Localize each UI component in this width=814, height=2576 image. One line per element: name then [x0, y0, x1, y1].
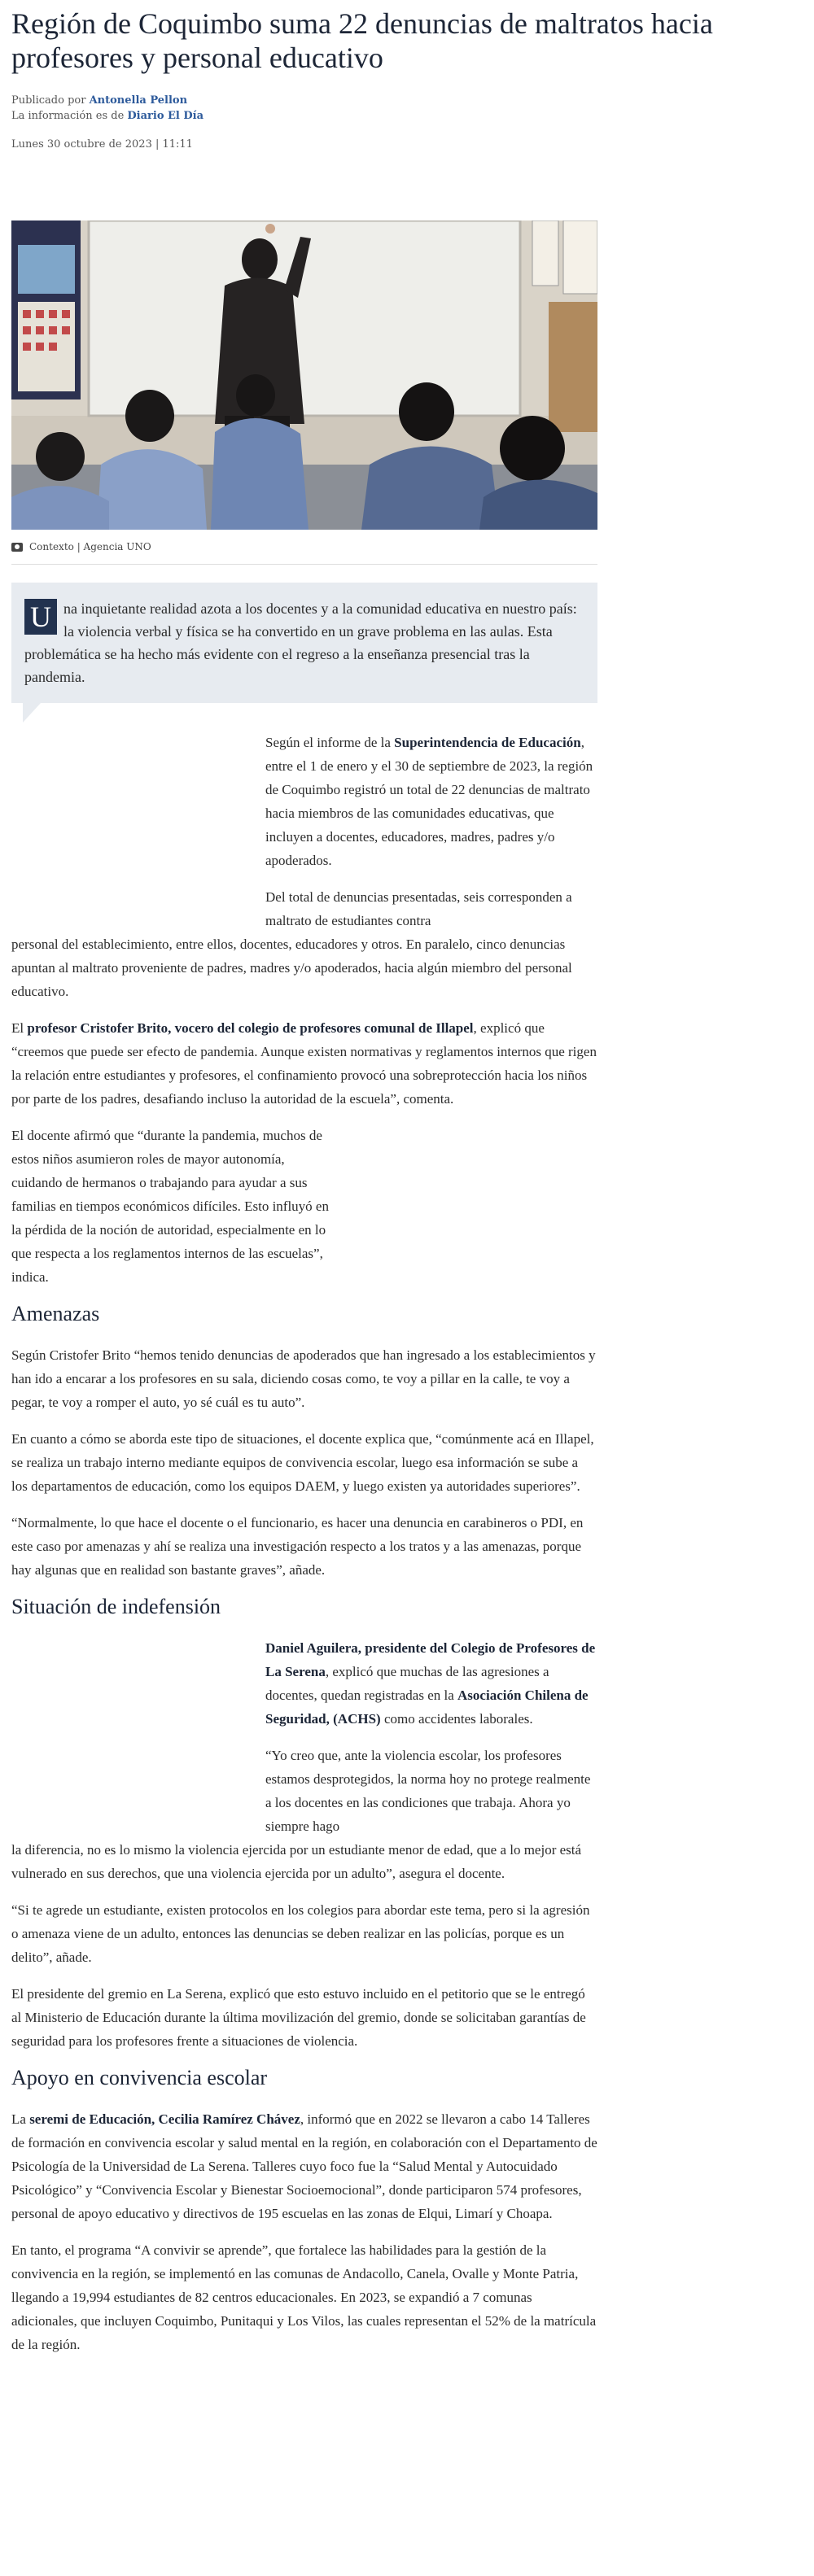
byline — [11, 93, 803, 124]
text-run: “Yo creo que, ante la violencia escolar, los profesores estamos desprotegidos, la norma hoy no protege realmente a los docentes en las condiciones que trabaja. Ahora yo siempre hago — [265, 1748, 591, 1834]
text-run: Del total de denuncias presentadas, seis corresponden a maltrato de estudiantes contra — [265, 889, 572, 928]
text-run: como accidentes laborales. — [380, 1711, 533, 1727]
classroom-illustration — [11, 220, 597, 530]
paragraph: “Normalmente, lo que hace el docente o el funcionario, es hacer una denuncia en carabineros o PDI, en este caso por amenazas y ahí se realiza una investigación respecto a los tratos y a las amenazas, porque hay algunas que en realidad son bastante graves”, añade. — [11, 1515, 584, 1578]
section-heading: Apoyo en convivencia escolar — [11, 2066, 268, 2089]
text-run: , explicó que muchas de las agresiones a docentes, quedan registradas en la — [265, 1664, 549, 1703]
paragraph: En tanto, el programa “A convivir se aprende”, que fortalece las habilidades para la gestión de la convivencia en la región, se implementó en las comunas de Andacollo, Canela, Ovalle y Monte Patria, llegando a 19,994 estudiantes de 82 centros educacionales. En 2023, se expandió a 7 comunas adicionales, que incluyen Coquimbo, Punitaqui y Los Vilos, las cuales representan el 52% de la matrícula de la región. — [11, 2242, 597, 2352]
text-run: la diferencia, no es lo mismo la violencia ejercida por un estudiante menor de edad, que a lo mejor está vulnerado en sus derechos, que una violencia ejercida por un adulto”, asegura el docente. — [11, 1842, 582, 1881]
section-heading: Situación de indefensión — [11, 1595, 221, 1618]
article-body — [11, 731, 597, 2356]
text-run: , explicó que “creemos que puede ser efecto de pandemia. Aunque existen normativas y reglamentos internos que rigen la relación entre estudiantes y profesores, el confinamiento provocó una sobreprotección hacia los niños por parte de los padres, desafiando incluso la autoridad de la escuela”, comenta. — [11, 1020, 597, 1107]
text-run: , entre el 1 de enero y el 30 de septiembre de 2023, la región de Coquimbo registró un total de 22 denuncias de maltrato hacia miembros de las comunidades educativas, que incluyen a docentes, educadores, madres, padres y/o apoderados. — [265, 735, 593, 868]
paragraph: “Si te agrede un estudiante, existen protocolos en los colegios para abordar este tema, pero si la agresión o amenaza viene de un adulto, entonces las denuncias se deben realizar en las policías, porque es un delito”, añade. — [11, 1902, 590, 1965]
paragraph — [11, 1744, 597, 1885]
paragraph — [11, 2107, 597, 2225]
source-line — [11, 108, 803, 124]
text-bold: Daniel Aguilera, presidente del Colegio de Profesores de La Serena — [265, 1640, 596, 1679]
paragraph — [11, 731, 597, 872]
publish-date: Lunes 30 octubre de 2023 | 11:11 — [11, 138, 193, 151]
source-link[interactable]: Diario El Día — [127, 110, 204, 122]
paragraph: En cuanto a cómo se aborda este tipo de situaciones, el docente explica que, “comúnmente acá en Illapel, se realiza un trabajo interno mediante equipos de convivencia escolar, luego esa información se sube a los departamentos de educación, como los equipos DAEM, y luego existen ya autoridades superiores”. — [11, 1431, 594, 1494]
text-run: personal del establecimiento, entre ellos, docentes, educadores y otros. En paralelo, cinco denuncias apuntan al maltrato proveniente de padres, madres y/o apoderados, hacia algún miembro del personal educativo. — [11, 937, 572, 999]
author-line — [11, 93, 803, 108]
paragraph: Según Cristofer Brito “hemos tenido denuncias de apoderados que han ingresado a los establecimientos y han ido a encarar a los profesores en su sala, diciendo cosas como, te voy a pillar en la calle, te voy a pegar, te voy a romper el auto, yo sé cuál es tu auto”. — [11, 1347, 596, 1410]
text-bold: Superintendencia de Educación — [394, 735, 581, 750]
paragraph: El presidente del gremio en La Serena, explicó que esto estuvo incluido en el petitorio que se le entregó al Ministerio de Educación durante la última movilización del gremio, donde se solicitaban garantías de seguridad para los profesores frente a situaciones de violencia. — [11, 1986, 586, 2049]
paragraph — [11, 1636, 597, 1731]
text-bold: Asociación Chilena de Seguridad, (ACHS) — [265, 1687, 589, 1727]
caption-text: Contexto | Agencia UNO — [29, 541, 151, 552]
image-caption — [11, 541, 597, 565]
article-headline: Región de Coquimbo suma 22 denuncias de maltratos hacia profesores y personal educativo — [11, 7, 713, 74]
text-bold: profesor Cristofer Brito, vocero del colegio de profesores comunal de Illapel — [27, 1020, 474, 1036]
text-run: El — [11, 1020, 28, 1036]
lead-text: na inquietante realidad azota a los docentes y a la comunidad educativa en nuestro país: la violencia verbal y física se ha convertido en un grave problema en las aulas. Esta problemática se ha hecho más evidente con el regreso a la enseñanza presencial tras la pandemia. — [24, 600, 577, 685]
text-run: Según el informe de la — [265, 735, 395, 750]
byline-prefix: Publicado por — [11, 94, 86, 107]
text-run: , informó que en 2022 se llevaron a cabo 14 Talleres de formación en convivencia escolar y salud mental en la región, en colaboración con el Departamento de Psicología de la Universidad de La Serena. Talleres cuyo foco fue la “Salud Mental y Autocuidado Psicológico” y “Convivencia Escolar y Bienestar Socioemocional”, donde participaron 574 profesores, personal de apoyo educativo y directivos de 195 escuelas en las zonas de Elqui, Limarí y Choapa. — [11, 2111, 597, 2221]
dropcap: U — [24, 599, 57, 635]
lead-paragraph — [11, 583, 597, 703]
author-link[interactable]: Antonella Pellon — [89, 94, 188, 107]
section-heading: Amenazas — [11, 1302, 100, 1325]
hero-image — [11, 220, 597, 530]
paragraph — [11, 885, 597, 1003]
paragraph — [11, 1016, 597, 1111]
paragraph: El docente afirmó que “durante la pandemia, muchos de estos niños asumieron roles de mayor autonomía, cuidando de hermanos o trabajando para ayudar a sus familias en tiempos económicos difíciles. Esto influyó en la pérdida de la noción de autoridad, especialmente en lo que respecta a los reglamentos internos de las escuelas”, indica. — [11, 1128, 329, 1285]
source-prefix: La información es de — [11, 110, 125, 122]
text-run: La — [11, 2111, 30, 2127]
camera-icon — [11, 543, 23, 552]
text-bold: seremi de Educación, Cecilia Ramírez Chávez — [29, 2111, 300, 2127]
